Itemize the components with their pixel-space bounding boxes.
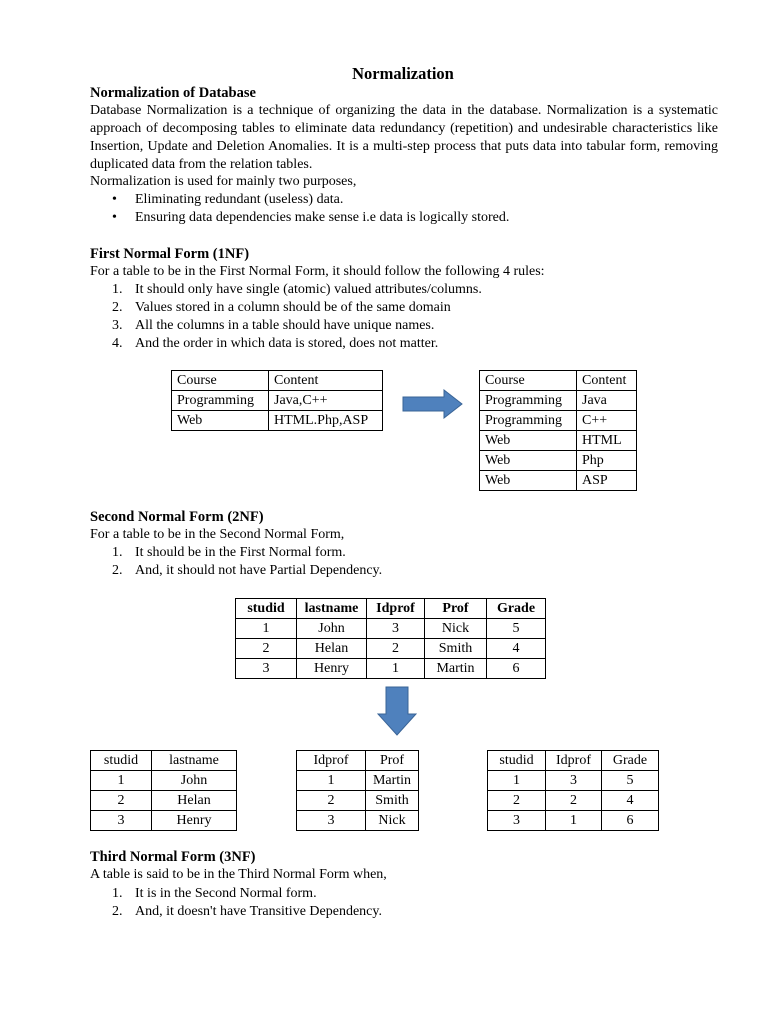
table-row [488, 771, 659, 791]
table-cell: 2 [236, 639, 297, 659]
table-1nf-before [171, 370, 383, 431]
list-item [112, 544, 382, 562]
table-cell: 6 [602, 811, 659, 831]
table-row [297, 771, 419, 791]
list-item [112, 562, 382, 580]
table-cell: HTML.Php,ASP [269, 411, 383, 431]
table-row [236, 659, 546, 679]
table-row [236, 619, 546, 639]
table-cell: HTML [577, 431, 637, 451]
table-row [488, 811, 659, 831]
table-cell: 1 [236, 619, 297, 639]
third-nf-rules [112, 885, 382, 921]
table-cell: Henry [297, 659, 367, 679]
table-row [172, 391, 383, 411]
table-header-cell: studid [488, 751, 546, 771]
table-header-cell: Grade [602, 751, 659, 771]
table-cell: Java [577, 391, 637, 411]
first-nf-intro: For a table to be in the First Normal Form, it should follow the following 4 rules: [90, 264, 545, 279]
table-1nf-after [479, 370, 637, 491]
table-header-cell: Prof [425, 599, 487, 619]
table-cell: 1 [367, 659, 425, 679]
first-nf-rules [112, 281, 482, 353]
second-nf-intro: For a table to be in the Second Normal Form, [90, 527, 345, 542]
table-cell: 3 [367, 619, 425, 639]
table-cell: Smith [366, 791, 419, 811]
table-cell: John [297, 619, 367, 639]
table-cell: Web [480, 431, 577, 451]
list-text: Values stored in a column should be of the same domain [135, 300, 451, 315]
table-header-cell: Idprof [297, 751, 366, 771]
list-number: 1. [112, 886, 123, 901]
table-cell: 1 [488, 771, 546, 791]
table-row [480, 431, 637, 451]
list-number: 2. [112, 300, 123, 315]
table-header-cell: Idprof [546, 751, 602, 771]
table-cell: John [152, 771, 237, 791]
table-cell: Helan [297, 639, 367, 659]
table-header-cell: Course [172, 371, 269, 391]
table-row [480, 411, 637, 431]
list-item [112, 317, 482, 335]
list-number: 1. [112, 545, 123, 560]
table-2nf-prof [296, 750, 419, 831]
list-item [112, 335, 482, 353]
table-header-cell: Prof [366, 751, 419, 771]
table-row [488, 791, 659, 811]
table-cell: 4 [602, 791, 659, 811]
right-arrow-icon [402, 389, 464, 419]
table-header-cell: Course [480, 371, 577, 391]
list-text: It should be in the First Normal form. [135, 545, 346, 560]
table-cell: 3 [236, 659, 297, 679]
table-cell: Martin [425, 659, 487, 679]
table-row [480, 471, 637, 491]
second-nf-rules [112, 544, 382, 580]
table-header-row [91, 751, 237, 771]
table-header-cell: Content [269, 371, 383, 391]
heading-first-normal-form: First Normal Form (1NF) [90, 246, 250, 262]
list-text: And the order in which data is stored, does not matter. [135, 336, 439, 351]
normalization-paragraph: Database Normalization is a technique of organizing the data in the database. Normalization is a systematic approach of decomposing tables to eliminate data redundancy (repetition) and undesirable characteristics like Insertion, Update and Deletion Anomalies. It is a multi-step process that puts data into tabular form, removing duplicated data from the relation tables. [90, 103, 718, 172]
table-row [480, 391, 637, 411]
table-2nf-student [90, 750, 237, 831]
table-cell: 1 [546, 811, 602, 831]
table-header-row [480, 371, 637, 391]
list-number: 2. [112, 563, 123, 578]
table-cell: Martin [366, 771, 419, 791]
list-number: 1. [112, 282, 123, 297]
table-header-cell: studid [236, 599, 297, 619]
heading-second-normal-form: Second Normal Form (2NF) [90, 509, 264, 525]
table-cell: Programming [480, 391, 577, 411]
table-cell: 2 [297, 791, 366, 811]
table-cell: Henry [152, 811, 237, 831]
list-item [112, 903, 382, 921]
bullet-text: Ensuring data dependencies make sense i.e data is logically stored. [135, 210, 510, 225]
table-cell: Helan [152, 791, 237, 811]
page-title: Normalization [352, 64, 454, 83]
table-cell: C++ [577, 411, 637, 431]
list-text: It should only have single (atomic) valued attributes/columns. [135, 282, 482, 297]
table-cell: Nick [366, 811, 419, 831]
table-row [480, 451, 637, 471]
table-2nf-main [235, 598, 546, 679]
table-cell: 2 [367, 639, 425, 659]
table-row [297, 811, 419, 831]
list-item [112, 885, 382, 903]
table-row [91, 811, 237, 831]
list-item [112, 281, 482, 299]
table-header-cell: Idprof [367, 599, 425, 619]
table-cell: 6 [487, 659, 546, 679]
table-header-row [172, 371, 383, 391]
third-nf-intro: A table is said to be in the Third Normal Form when, [90, 867, 387, 882]
bullet-text: Eliminating redundant (useless) data. [135, 192, 344, 207]
bullet-icon: • [112, 210, 117, 225]
table-cell: Web [480, 451, 577, 471]
table-row [91, 771, 237, 791]
table-cell: Php [577, 451, 637, 471]
table-header-row [236, 599, 546, 619]
table-cell: 3 [546, 771, 602, 791]
table-2nf-grade [487, 750, 659, 831]
table-cell: 2 [546, 791, 602, 811]
table-cell: 1 [297, 771, 366, 791]
list-item [112, 299, 482, 317]
list-item [112, 209, 509, 227]
table-cell: Smith [425, 639, 487, 659]
table-cell: 3 [297, 811, 366, 831]
table-header-row [297, 751, 419, 771]
table-cell: 1 [91, 771, 152, 791]
purposes-intro: Normalization is used for mainly two purposes, [90, 174, 357, 189]
table-cell: Nick [425, 619, 487, 639]
list-item [112, 191, 509, 209]
purposes-list [112, 191, 509, 227]
table-row [297, 791, 419, 811]
table-header-cell: lastname [152, 751, 237, 771]
heading-normalization-of-database: Normalization of Database [90, 85, 256, 101]
table-cell: 5 [487, 619, 546, 639]
table-cell: 5 [602, 771, 659, 791]
table-cell: 2 [488, 791, 546, 811]
table-cell: 3 [91, 811, 152, 831]
list-text: All the columns in a table should have unique names. [135, 318, 435, 333]
table-cell: 2 [91, 791, 152, 811]
table-header-cell: Grade [487, 599, 546, 619]
down-arrow-icon [377, 686, 417, 736]
list-text: And, it should not have Partial Dependency. [135, 563, 383, 578]
table-cell: Java,C++ [269, 391, 383, 411]
table-cell: Programming [480, 411, 577, 431]
table-row [236, 639, 546, 659]
table-header-cell: lastname [297, 599, 367, 619]
table-cell: 3 [488, 811, 546, 831]
table-cell: Web [480, 471, 577, 491]
heading-third-normal-form: Third Normal Form (3NF) [90, 849, 256, 865]
table-row [91, 791, 237, 811]
table-row [172, 411, 383, 431]
list-number: 4. [112, 336, 123, 351]
table-header-cell: studid [91, 751, 152, 771]
list-text: And, it doesn't have Transitive Dependency. [135, 904, 382, 919]
table-header-row [488, 751, 659, 771]
bullet-icon: • [112, 192, 117, 207]
table-cell: ASP [577, 471, 637, 491]
table-cell: Programming [172, 391, 269, 411]
list-text: It is in the Second Normal form. [135, 886, 317, 901]
table-header-cell: Content [577, 371, 637, 391]
list-number: 2. [112, 904, 123, 919]
list-number: 3. [112, 318, 123, 333]
table-cell: 4 [487, 639, 546, 659]
table-cell: Web [172, 411, 269, 431]
